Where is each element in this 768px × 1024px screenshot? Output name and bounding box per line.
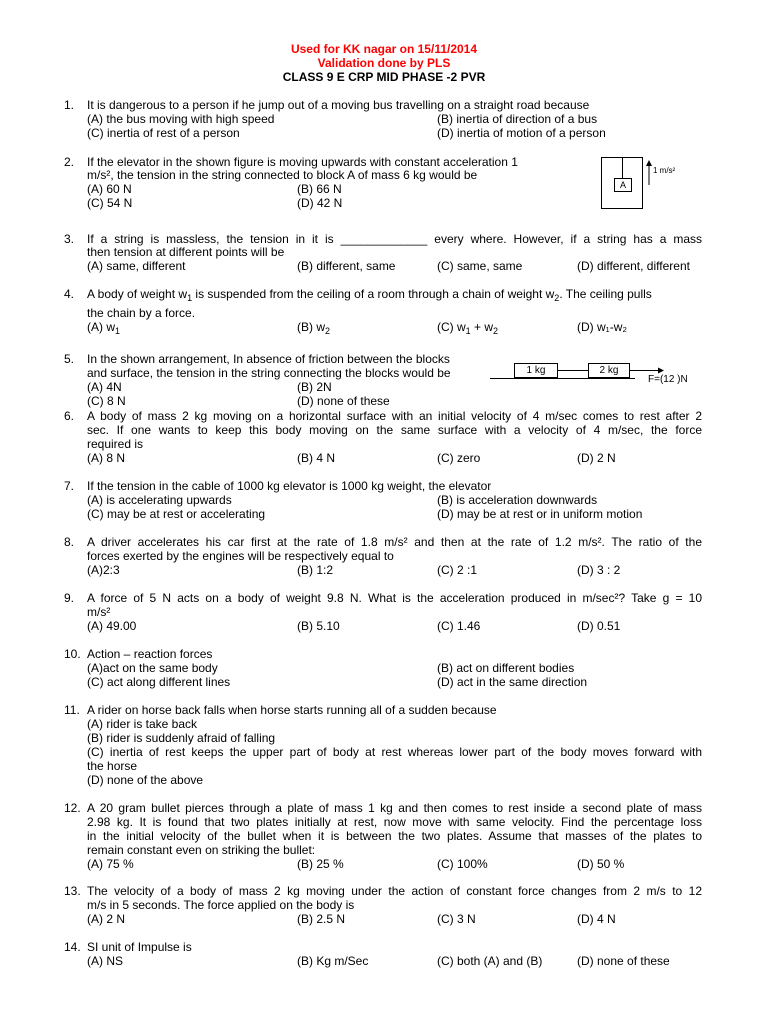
- question-text-part: . The ceiling pulls: [559, 287, 652, 301]
- question-text: A 20 gram bullet pierces through a plate of mass 1 kg and then comes to rest inside a second plate of mass: [87, 801, 702, 815]
- option-b: (B) Kg m/Sec: [297, 954, 369, 968]
- option-text: (C) w: [437, 320, 466, 334]
- question-number: 5.: [64, 352, 75, 366]
- option-c: (C) 100%: [437, 857, 488, 871]
- question-text: m/s in 5 seconds. The force applied on the body is: [87, 898, 355, 912]
- question-text: m/s²: [87, 605, 111, 619]
- question-number: 11.: [64, 703, 80, 717]
- question-text: forces exerted by the engines will be respectively equal to: [87, 549, 394, 563]
- header-validation: Validation done by PLS: [317, 56, 451, 70]
- option-a: (A) 49.00: [87, 619, 137, 633]
- subscript: 1: [187, 293, 193, 303]
- question-number: 13.: [64, 884, 81, 898]
- subscript: 1: [465, 326, 471, 336]
- option-d: (D) inertia of motion of a person: [437, 126, 606, 140]
- option-c: (C) 3 N: [437, 912, 476, 926]
- option-a: [87, 321, 120, 338]
- question-text: 2.98 kg. It is found that two plates initially at rest, now move with same velocity. Find the percentage loss: [87, 815, 702, 829]
- question-text: [87, 288, 652, 305]
- surface-line: [490, 378, 635, 379]
- option-b: (B) 5.10: [297, 619, 340, 633]
- question-text: If the elevator in the shown figure is moving upwards with constant acceleration 1: [87, 155, 518, 169]
- option-a: (A) 4N: [87, 380, 122, 394]
- question-text: in the initial velocity of the bullet when it is between the two plates. Assume that masses of the plates to: [87, 829, 702, 843]
- question-number: 6.: [64, 409, 75, 423]
- option-a: (A) 8 N: [87, 451, 126, 465]
- option-d: (D) 2 N: [577, 451, 616, 465]
- option-b: (B) is acceleration downwards: [437, 493, 598, 507]
- force-label: F=(12 )N: [648, 374, 688, 385]
- question-text: remain constant even on striking the bullet:: [87, 843, 316, 857]
- subscript: 2: [554, 293, 560, 303]
- question-text-part: A body of weight w: [87, 287, 188, 301]
- question-number: 7.: [64, 479, 75, 493]
- option-b: (B) 66 N: [297, 182, 342, 196]
- question-number: 8.: [64, 535, 75, 549]
- option-c: (C) 8 N: [87, 394, 126, 408]
- option-a: (A) same, different: [87, 259, 186, 273]
- question-text: A rider on horse back falls when horse starts running all of a sudden because: [87, 703, 497, 717]
- option-a: (A) the bus moving with high speed: [87, 112, 275, 126]
- option-b: (B) 25 %: [297, 857, 344, 871]
- option-c: (C) may be at rest or accelerating: [87, 507, 266, 521]
- option-d: (D) 3 : 2: [577, 563, 621, 577]
- option-c: (C) act along different lines: [87, 675, 231, 689]
- acceleration-label: 1 m/s²: [653, 166, 676, 175]
- option-d: (D) may be at rest or in uniform motion: [437, 507, 643, 521]
- option-c-continued: the horse: [87, 759, 138, 773]
- subscript: 2: [325, 326, 331, 336]
- option-c: (C) 2 :1: [437, 563, 478, 577]
- question-number: 12.: [64, 801, 81, 815]
- question-number: 14.: [64, 940, 81, 954]
- option-a: (A)2:3: [87, 563, 120, 577]
- option-a: (A) 75 %: [87, 857, 134, 871]
- option-b: [297, 321, 330, 338]
- option-a: (A) rider is take back: [87, 717, 198, 731]
- option-b: (B) rider is suddenly afraid of falling: [87, 731, 276, 745]
- question-text: If a string is massless, the tension in it is _____________ every where. However, if a string has a mass: [87, 232, 702, 246]
- option-text: (A) w: [87, 320, 115, 334]
- option-b: (B) different, same: [297, 259, 396, 273]
- option-text: (B) w: [297, 320, 325, 334]
- question-text: the chain by a force.: [87, 306, 196, 320]
- option-c: (C) inertia of rest keeps the upper part of body at rest whereas lower part of the body moves forward with: [87, 745, 702, 759]
- question-text: If the tension in the cable of 1000 kg elevator is 1000 kg weight, the elevator: [87, 479, 492, 493]
- question-number: 2.: [64, 155, 75, 169]
- option-b: (B) act on different bodies: [437, 661, 575, 675]
- option-b: (B) 2.5 N: [297, 912, 346, 926]
- block-a: A: [614, 178, 632, 192]
- question-number: 1.: [64, 98, 75, 112]
- question-number: 10.: [64, 647, 81, 661]
- option-d: (D) none of these: [577, 954, 670, 968]
- option-d: (D) 0.51: [577, 619, 621, 633]
- question-text: A driver accelerates his car first at the rate of 1.8 m/s² and then at the rate of 1.2 m/s². The ratio of the: [87, 535, 702, 549]
- option-b: (B) 4 N: [297, 451, 336, 465]
- page-header: [0, 42, 768, 84]
- option-a: (A) is accelerating upwards: [87, 493, 232, 507]
- subscript: 2: [493, 326, 499, 336]
- connecting-string: [557, 370, 588, 371]
- question-number: 4.: [64, 287, 75, 301]
- option-c: (C) zero: [437, 451, 481, 465]
- question-text: Action – reaction forces: [87, 647, 213, 661]
- question-text: required is: [87, 437, 144, 451]
- option-c: (C) inertia of rest of a person: [87, 126, 240, 140]
- option-d: (D) none of the above: [87, 773, 204, 787]
- option-c: (C) both (A) and (B): [437, 954, 543, 968]
- header-used-for: Used for KK nagar on 15/11/2014: [290, 42, 478, 56]
- option-d: (D) different, different: [577, 259, 690, 273]
- option-a: (A) 2 N: [87, 912, 126, 926]
- question-text: SI unit of Impulse is: [87, 940, 192, 954]
- elevator-string: [622, 158, 623, 178]
- option-d: (D) 42 N: [297, 196, 343, 210]
- option-d: (D) w₁-w₂: [577, 320, 628, 334]
- option-d: (D) act in the same direction: [437, 675, 588, 689]
- block-1kg: 1 kg: [514, 363, 558, 378]
- option-d: (D) 50 %: [577, 857, 625, 871]
- option-text: + w: [474, 320, 494, 334]
- option-b: (B) inertia of direction of a bus: [437, 112, 598, 126]
- block-2kg: 2 kg: [588, 363, 630, 378]
- header-class-title: CLASS 9 E CRP MID PHASE -2 PVR: [282, 70, 486, 84]
- option-a: (A)act on the same body: [87, 661, 218, 675]
- question-text: sec. If one wants to keep this body moving on the same surface with a velocity of 4 m/sec, the force: [87, 423, 702, 437]
- question-text: A body of mass 2 kg moving on a horizontal surface with an initial velocity of 4 m/sec comes to rest after 2: [87, 409, 702, 423]
- option-c: (C) 54 N: [87, 196, 133, 210]
- question-text: A force of 5 N acts on a body of weight 9.8 N. What is the acceleration produced in m/sec²? Take g = 10: [87, 591, 702, 605]
- question-text: m/s², the tension in the string connected to block A of mass 6 kg would be: [87, 168, 478, 182]
- question-text: then tension at different points will be: [87, 245, 285, 259]
- question-number: 3.: [64, 232, 75, 246]
- option-b: (B) 2N: [297, 380, 332, 394]
- option-c: [437, 321, 498, 338]
- question-text: In the shown arrangement, In absence of friction between the blocks: [87, 352, 450, 366]
- option-c: (C) same, same: [437, 259, 523, 273]
- option-d: (D) 4 N: [577, 912, 616, 926]
- question-text: and surface, the tension in the string connecting the blocks would be: [87, 366, 451, 380]
- question-text: The velocity of a body of mass 2 kg moving under the action of constant force changes from 2 m/s to 12: [87, 884, 702, 898]
- question-text: It is dangerous to a person if he jump out of a moving bus travelling on a straight road because: [87, 98, 590, 112]
- option-c: (C) 1.46: [437, 619, 481, 633]
- option-a: (A) 60 N: [87, 182, 132, 196]
- question-number: 9.: [64, 591, 75, 605]
- subscript: 1: [115, 326, 121, 336]
- option-b: (B) 1:2: [297, 563, 334, 577]
- question-text-part: is suspended from the ceiling of a room through a chain of weight w: [195, 287, 555, 301]
- option-a: (A) NS: [87, 954, 123, 968]
- option-d: (D) none of these: [297, 394, 390, 408]
